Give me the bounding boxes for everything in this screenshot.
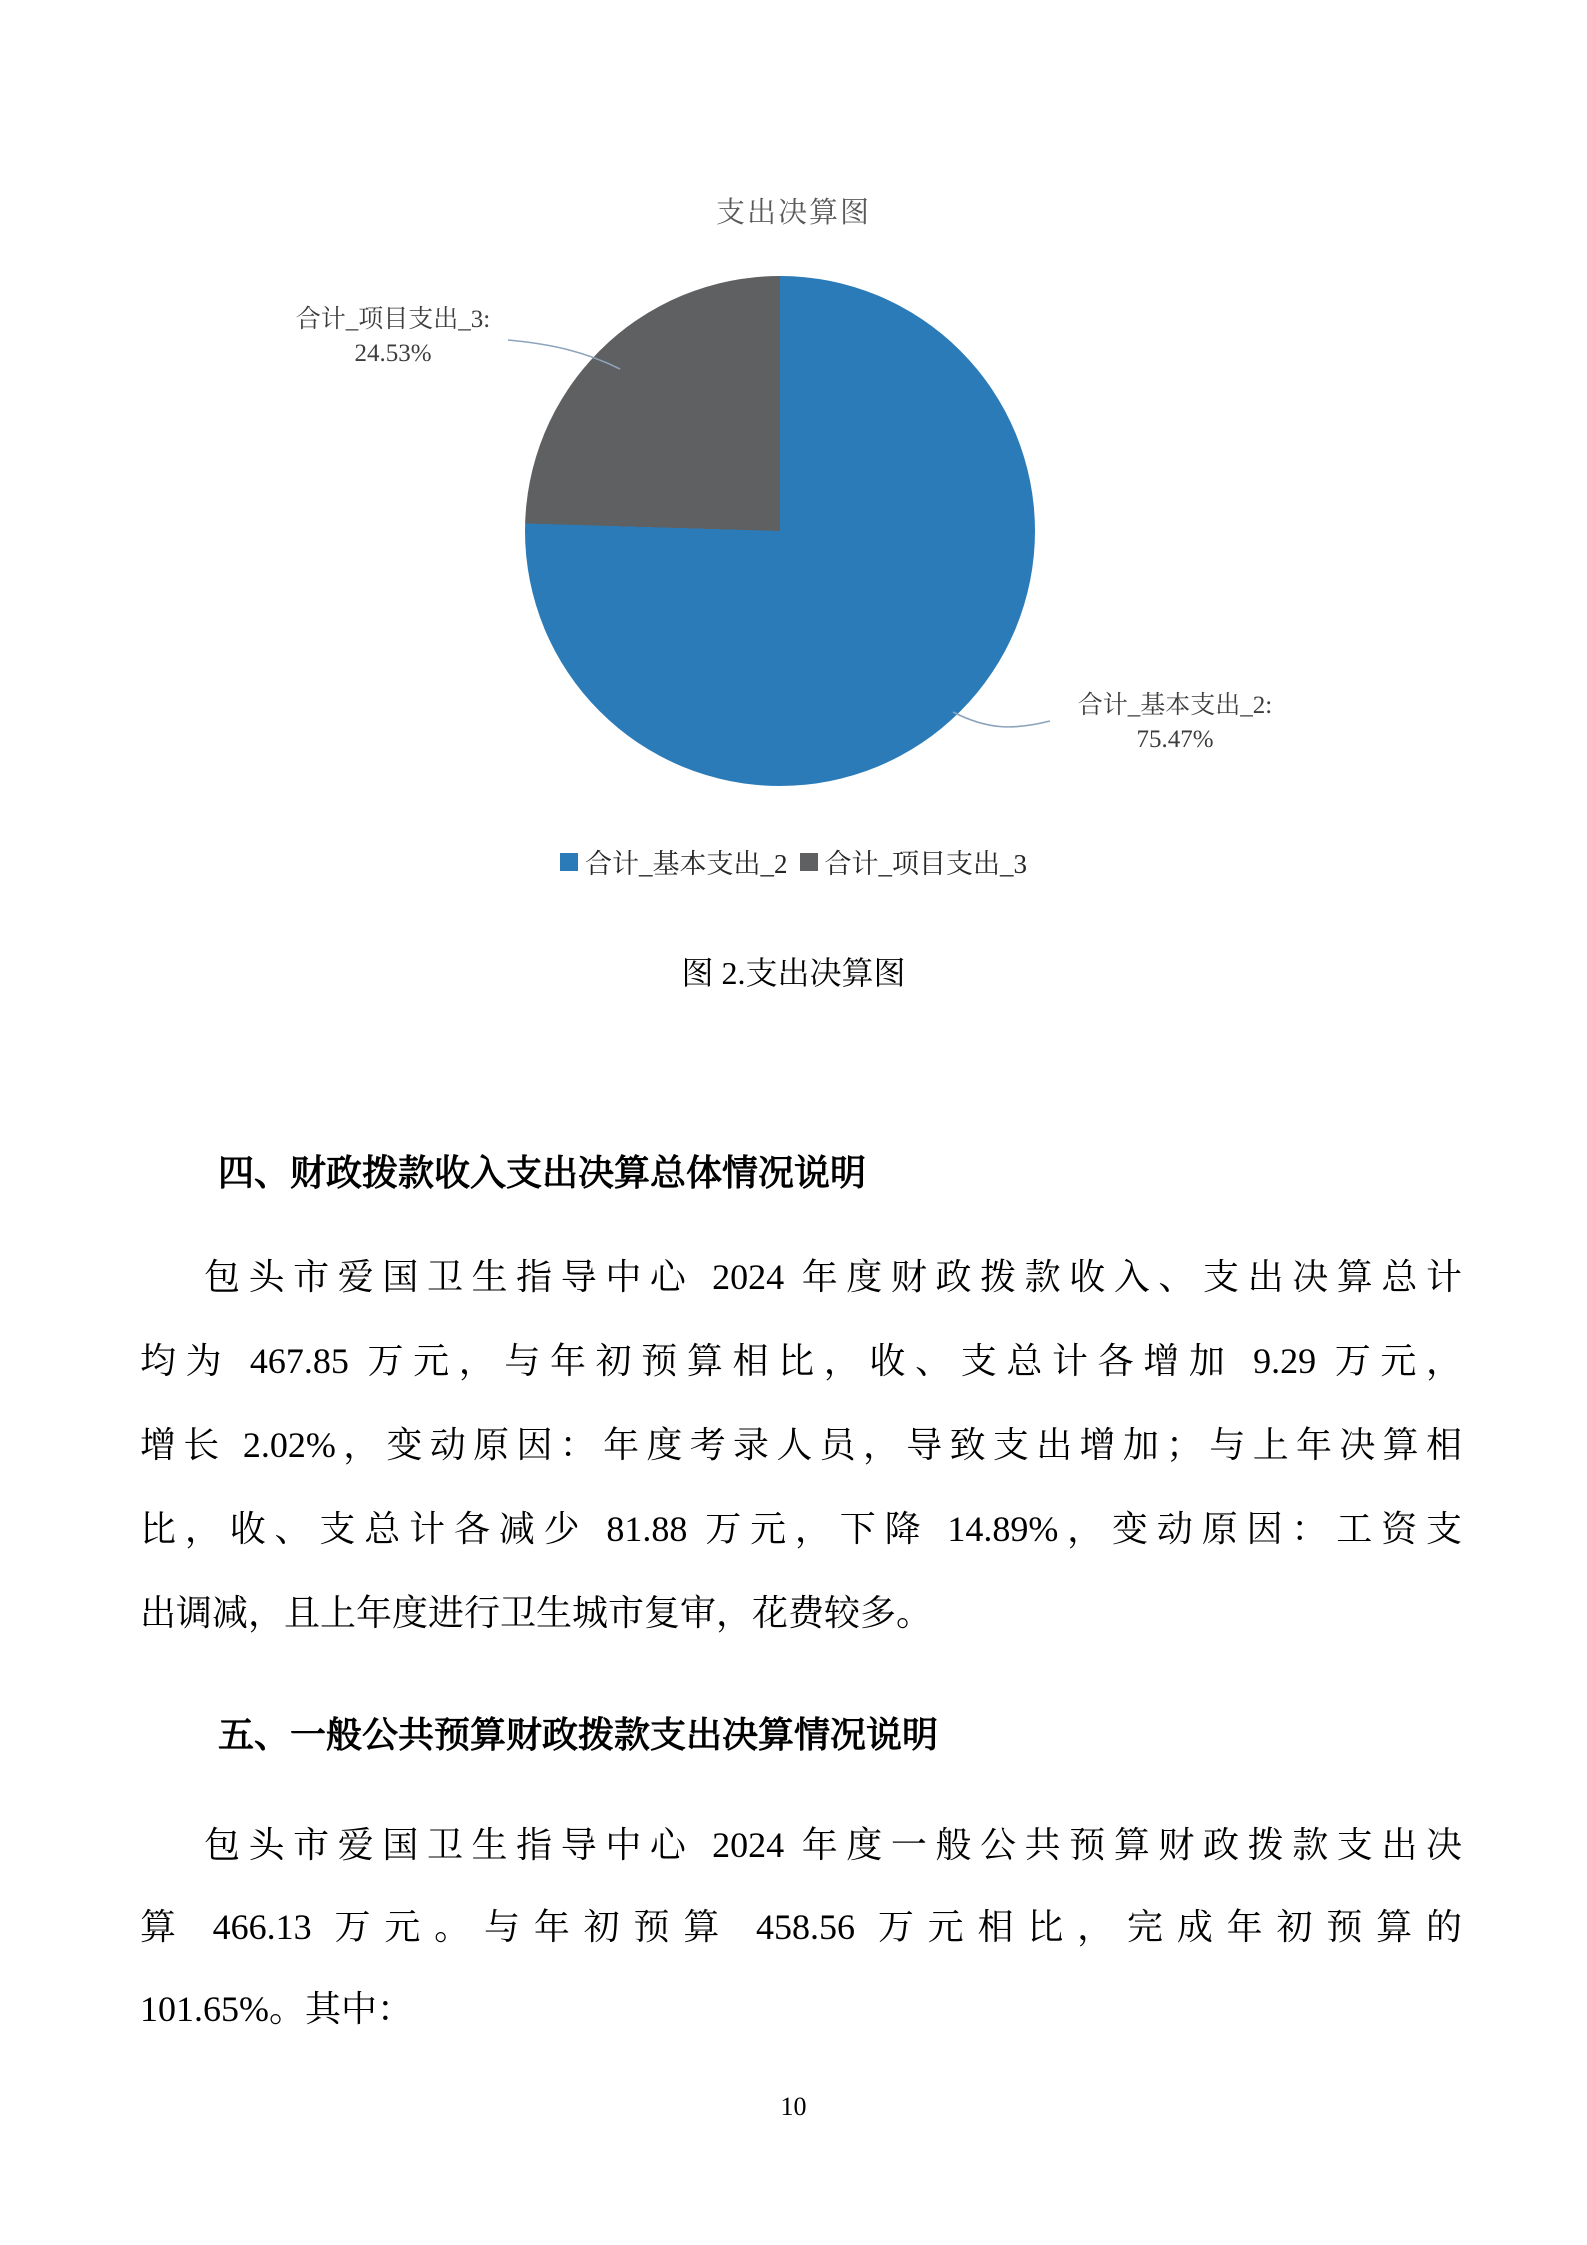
- section-heading-five: 五、一般公共预算财政拨款支出决算情况说明: [218, 1714, 939, 1755]
- paragraph-line: 出调减，且上年度进行卫生城市复审，花费较多。: [140, 1593, 933, 1633]
- legend-label-project: 合计_项目支出_3: [824, 849, 1027, 879]
- pie-label-basic: [995, 689, 1355, 757]
- paragraph-line: 算 466.13 万元。与年初预算 458.56 万元相比，完成年初预算的: [140, 1907, 1462, 1947]
- pie-label-project: [213, 303, 573, 371]
- paragraph-line: 增长 2.02%，变动原因：年度考录人员，导致支出增加；与上年决算相: [140, 1425, 1462, 1465]
- paragraph-line: 比，收、支总计各减少 81.88 万元，下降 14.89%，变动原因：工资支: [140, 1509, 1462, 1549]
- section-four-paragraph: [140, 1235, 1462, 1655]
- figure-caption: 图 2.支出决算图: [681, 955, 906, 991]
- page-number: 10: [780, 2092, 807, 2121]
- pie-label-basic-name: 合计_基本支出_2:: [1077, 692, 1273, 719]
- chart-legend: [0, 842, 1587, 881]
- section-heading-four: 四、财政拨款收入支出决算总体情况说明: [218, 1152, 867, 1193]
- pie-label-basic-value: 75.47%: [1136, 726, 1214, 753]
- section-five-paragraph: [140, 1804, 1462, 2050]
- legend-swatch-project: [800, 853, 818, 871]
- pie-label-project-value: 24.53%: [354, 340, 432, 367]
- paragraph-line: 包头市爱国卫生指导中心 2024 年度一般公共预算财政拨款支出决: [204, 1825, 1462, 1865]
- chart-title: 支出决算图: [715, 197, 871, 229]
- paragraph-line: 均为 467.85 万元，与年初预算相比，收、支总计各增加 9.29 万元，: [140, 1341, 1462, 1381]
- legend-item-project: [800, 842, 1028, 881]
- legend-item-basic: [560, 842, 788, 881]
- paragraph-line: 包头市爱国卫生指导中心 2024 年度财政拨款收入、支出决算总计: [204, 1257, 1462, 1297]
- paragraph-line: 101.65%。其中：: [140, 1989, 413, 2029]
- legend-swatch-basic: [560, 853, 578, 871]
- pie: [525, 276, 1035, 786]
- pie-label-project-name: 合计_项目支出_3:: [295, 306, 491, 333]
- legend-label-basic: 合计_基本支出_2: [585, 849, 788, 879]
